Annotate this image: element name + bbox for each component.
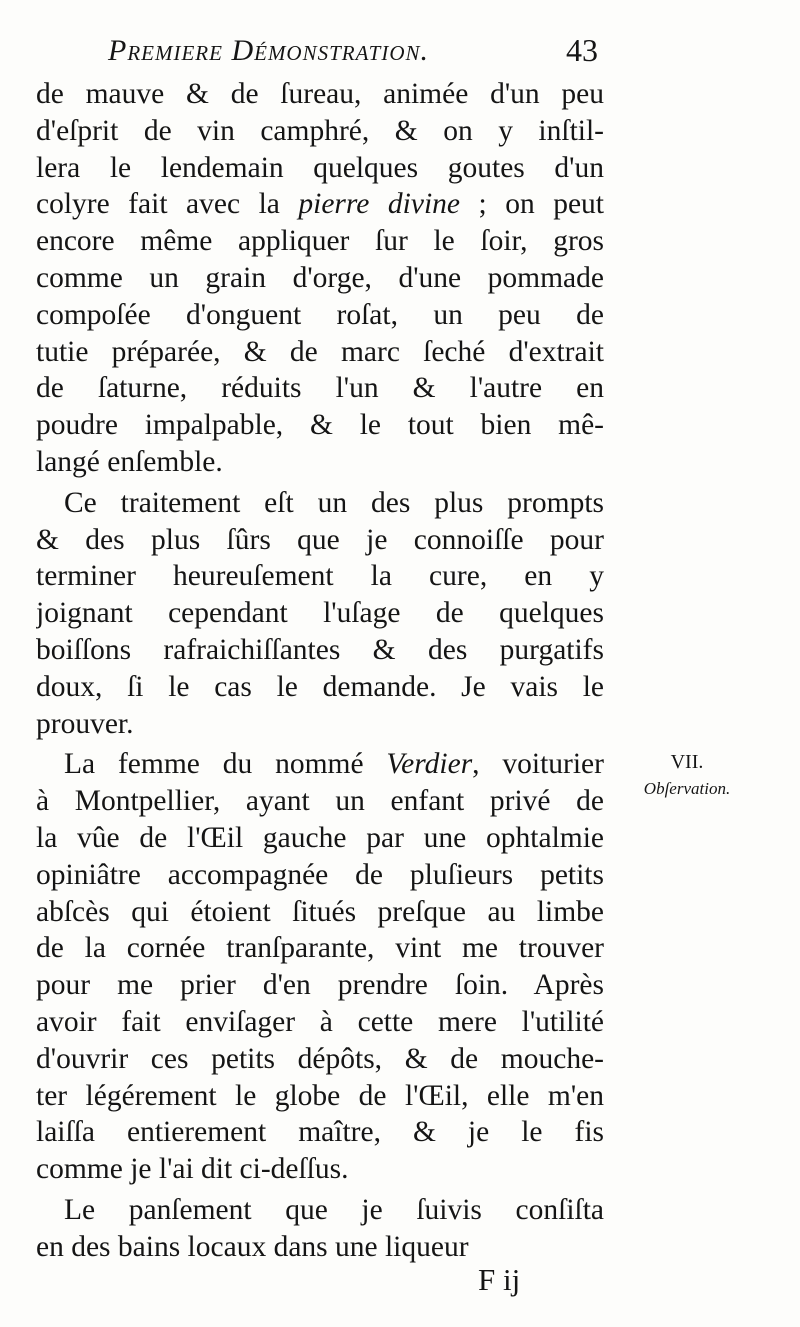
text-segment: comme je l'ai dit ci-deſſus. [36, 1153, 349, 1186]
text-line [36, 485, 604, 522]
text-line [36, 76, 604, 113]
text-line [36, 223, 604, 260]
text-line [36, 783, 604, 820]
paragraph [36, 746, 604, 1188]
text-line [36, 558, 604, 595]
text-segment: terminer heureuſement la cure, en y [36, 560, 604, 593]
text-segment: Ce traitement eſt un des plus prompts [64, 486, 604, 519]
text-line [36, 186, 604, 223]
text-line [36, 1041, 604, 1078]
text-line [36, 632, 604, 669]
text-segment: en des bains locaux dans une liqueur [36, 1230, 469, 1263]
text-line [36, 522, 604, 559]
body-text [36, 76, 604, 1266]
observation-number: VII. [670, 751, 704, 773]
text-segment: laiſſa entierement maître, & je le fis [36, 1116, 604, 1149]
text-line [36, 150, 604, 187]
text-segment: abſcès qui étoient ſitués preſque au limbe [36, 895, 604, 928]
page-number: 43 [566, 32, 598, 68]
text-line [36, 1229, 604, 1266]
text-line [36, 930, 604, 967]
text-line [36, 967, 604, 1004]
text-segment: de ſaturne, réduits l'un & l'autre en [36, 372, 604, 405]
text-segment: comme un grain d'orge, d'une pommade [36, 261, 604, 294]
text-segment: doux, ſi le cas le demande. Je vais le [36, 670, 604, 703]
page-header [108, 30, 598, 74]
text-segment: opiniâtre accompagnée de pluſieurs petits [36, 858, 604, 891]
text-segment: encore même appliquer ſur le ſoir, gros [36, 225, 604, 258]
observation-label: Obſervation. [643, 779, 731, 798]
italic-term: Verdier [386, 748, 473, 781]
text-segment: de la cornée tranſparante, vint me trouver [36, 932, 604, 965]
text-segment: compoſée d'onguent roſat, un peu de [36, 298, 604, 331]
text-line [36, 894, 604, 931]
text-line [36, 1078, 604, 1115]
text-line [36, 297, 604, 334]
text-segment: La femme du nommé [64, 748, 387, 781]
italic-term: pierre divine [298, 188, 460, 221]
text-segment: d'ouvrir ces petits dépôts, & de mouche- [36, 1042, 604, 1075]
text-segment: la vûe de l'Œil gauche par une ophtalmie [36, 821, 604, 854]
text-line [36, 706, 604, 743]
text-line [36, 1114, 604, 1151]
text-line [36, 746, 604, 783]
text-line [36, 370, 604, 407]
text-line [36, 334, 604, 371]
text-line [36, 407, 604, 444]
text-segment: pour me prier d'en prendre ſoin. Après [36, 969, 604, 1002]
running-title: Premiere Démonstration. [108, 34, 430, 67]
text-segment: tutie préparée, & de marc ſeché d'extrait [36, 335, 604, 368]
paragraph [36, 1192, 604, 1266]
text-line [36, 260, 604, 297]
text-segment: Le panſement que je ſuivis conſiſta [64, 1193, 604, 1226]
paragraph [36, 485, 604, 743]
text-segment: prouver. [36, 707, 134, 740]
text-segment: langé enſemble. [36, 445, 223, 478]
text-line [36, 820, 604, 857]
text-segment: avoir fait enviſager à cette mere l'utilité [36, 1005, 604, 1038]
text-line [36, 1151, 604, 1188]
text-line [36, 857, 604, 894]
text-segment: colyre fait avec la [36, 188, 299, 221]
text-segment: , voiturier [472, 748, 604, 781]
text-segment: poudre impalpable, & le tout bien mê- [36, 409, 604, 442]
text-segment: ; on peut [459, 188, 604, 221]
text-segment: de mauve & de ſureau, animée d'un peu [36, 78, 604, 110]
text-segment: d'eſprit de vin camphré, & on y inſtil- [36, 114, 604, 147]
text-segment: à Montpellier, ayant un enfant privé de [36, 785, 604, 818]
text-line [36, 595, 604, 632]
text-line [36, 1192, 604, 1229]
signature-mark: F ij [478, 1262, 521, 1297]
text-segment: & des plus ſûrs que je connoiſſe pour [36, 523, 604, 556]
text-segment: lera le lendemain quelques goutes d'un [36, 151, 604, 184]
text-line [36, 113, 604, 150]
text-segment: ter légérement le globe de l'Œil, elle m'en [36, 1079, 604, 1112]
paragraph [36, 76, 604, 481]
text-line [36, 669, 604, 706]
text-line [36, 1004, 604, 1041]
text-segment: joignant cependant l'uſage de quelques [36, 597, 604, 630]
text-segment: boiſſons rafraichiſſantes & des purgatifs [36, 633, 604, 666]
text-line [36, 444, 604, 481]
margin-note [612, 748, 762, 802]
